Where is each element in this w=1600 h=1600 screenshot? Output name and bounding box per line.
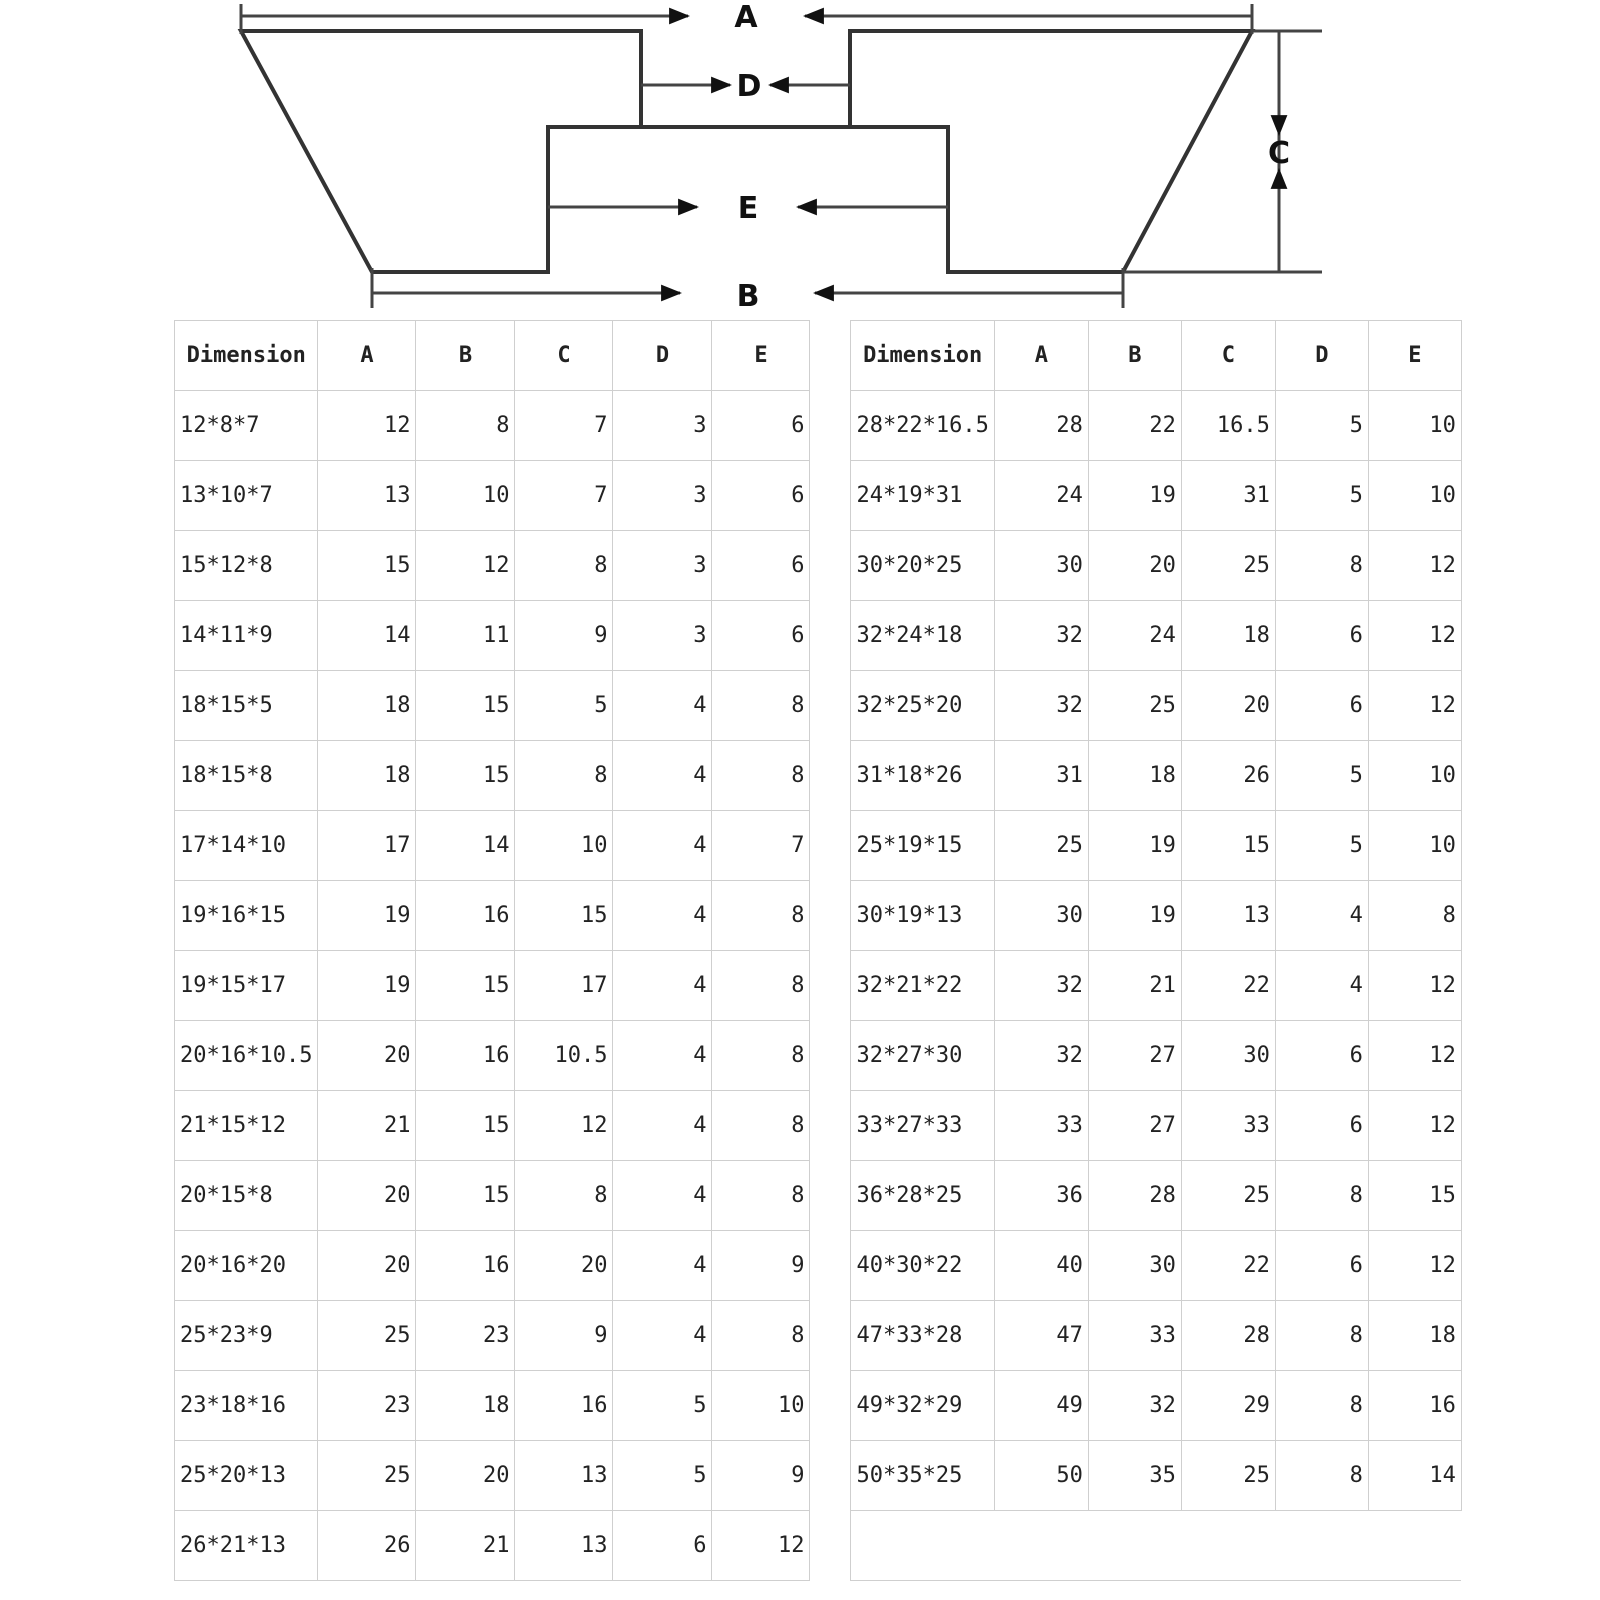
right-cell-b: 35 <box>1088 1441 1181 1511</box>
right-cell-c: 15 <box>1181 811 1275 881</box>
right-cell-d: 5 <box>1275 741 1368 811</box>
header-c-left: C <box>515 321 613 391</box>
right-empty-cell <box>1368 1511 1461 1581</box>
table-row <box>175 951 1462 1021</box>
dimension-label-d: D <box>736 69 762 104</box>
left-cell-d: 3 <box>613 461 712 531</box>
left-cell-dimension: 12*8*7 <box>175 391 318 461</box>
right-cell-dimension: 32*25*20 <box>851 671 994 741</box>
right-cell-b: 21 <box>1088 951 1181 1021</box>
left-cell-e: 8 <box>712 1161 810 1231</box>
left-cell-c: 13 <box>515 1511 613 1581</box>
right-cell-dimension: 47*33*28 <box>851 1301 994 1371</box>
left-cell-e: 10 <box>712 1371 810 1441</box>
table-row <box>175 1511 1462 1581</box>
left-cell-c: 5 <box>515 671 613 741</box>
right-cell-a: 32 <box>994 601 1088 671</box>
left-cell-dimension: 21*15*12 <box>175 1091 318 1161</box>
left-cell-e: 8 <box>712 1021 810 1091</box>
right-cell-a: 30 <box>994 881 1088 951</box>
header-dimension-right: Dimension <box>851 321 994 391</box>
left-cell-b: 16 <box>416 1231 515 1301</box>
left-cell-e: 7 <box>712 811 810 881</box>
right-cell-e: 12 <box>1368 951 1461 1021</box>
column-gap <box>810 671 851 741</box>
header-b-left: B <box>416 321 515 391</box>
left-cell-c: 8 <box>515 741 613 811</box>
left-cell-b: 15 <box>416 951 515 1021</box>
left-cell-b: 10 <box>416 461 515 531</box>
table-row <box>175 601 1462 671</box>
left-cell-dimension: 15*12*8 <box>175 531 318 601</box>
right-cell-a: 36 <box>994 1161 1088 1231</box>
left-cell-e: 6 <box>712 531 810 601</box>
column-gap <box>810 391 851 461</box>
left-cell-a: 26 <box>318 1511 416 1581</box>
left-cell-c: 9 <box>515 601 613 671</box>
left-cell-a: 17 <box>318 811 416 881</box>
left-cell-a: 14 <box>318 601 416 671</box>
right-cell-e: 16 <box>1368 1371 1461 1441</box>
table-row <box>175 461 1462 531</box>
right-cell-b: 22 <box>1088 391 1181 461</box>
table-row <box>175 1371 1462 1441</box>
right-cell-dimension: 25*19*15 <box>851 811 994 881</box>
right-cell-a: 32 <box>994 671 1088 741</box>
table-row <box>175 391 1462 461</box>
left-cell-c: 12 <box>515 1091 613 1161</box>
right-cell-c: 26 <box>1181 741 1275 811</box>
column-gap <box>810 461 851 531</box>
left-cell-a: 25 <box>318 1441 416 1511</box>
left-cell-e: 9 <box>712 1231 810 1301</box>
column-gap <box>810 811 851 881</box>
right-cell-b: 19 <box>1088 881 1181 951</box>
right-cell-c: 30 <box>1181 1021 1275 1091</box>
table-row <box>175 671 1462 741</box>
left-cell-d: 4 <box>613 1091 712 1161</box>
right-cell-c: 25 <box>1181 531 1275 601</box>
column-gap <box>810 1511 851 1581</box>
left-cell-b: 18 <box>416 1371 515 1441</box>
right-empty-cell <box>1088 1511 1181 1581</box>
grinding-wheel-cross-section-diagram <box>0 0 1600 318</box>
column-gap <box>810 1091 851 1161</box>
table-row <box>175 1231 1462 1301</box>
table-row <box>175 741 1462 811</box>
left-cell-b: 15 <box>416 741 515 811</box>
column-gap <box>810 1231 851 1301</box>
left-cell-d: 6 <box>613 1511 712 1581</box>
left-cell-dimension: 20*16*10.5 <box>175 1021 318 1091</box>
left-cell-b: 20 <box>416 1441 515 1511</box>
left-cell-dimension: 25*23*9 <box>175 1301 318 1371</box>
right-cell-a: 32 <box>994 1021 1088 1091</box>
header-b-right: B <box>1088 321 1181 391</box>
dimension-lines <box>241 4 1322 308</box>
right-cell-a: 33 <box>994 1091 1088 1161</box>
right-cell-e: 10 <box>1368 391 1461 461</box>
left-cell-c: 9 <box>515 1301 613 1371</box>
left-cell-dimension: 20*16*20 <box>175 1231 318 1301</box>
left-cell-dimension: 19*16*15 <box>175 881 318 951</box>
left-cell-dimension: 25*20*13 <box>175 1441 318 1511</box>
header-e-right: E <box>1368 321 1461 391</box>
right-cell-e: 15 <box>1368 1161 1461 1231</box>
left-cell-d: 3 <box>613 391 712 461</box>
right-empty-cell <box>1275 1511 1368 1581</box>
right-cell-dimension: 30*19*13 <box>851 881 994 951</box>
dimension-label-c: C <box>1267 136 1291 171</box>
left-cell-c: 20 <box>515 1231 613 1301</box>
right-cell-d: 6 <box>1275 1231 1368 1301</box>
left-cell-a: 18 <box>318 671 416 741</box>
header-d-left: D <box>613 321 712 391</box>
left-cell-dimension: 17*14*10 <box>175 811 318 881</box>
right-cell-dimension: 40*30*22 <box>851 1231 994 1301</box>
right-cell-b: 25 <box>1088 671 1181 741</box>
left-cell-c: 7 <box>515 461 613 531</box>
dimension-label-e: E <box>737 191 759 226</box>
right-cell-e: 12 <box>1368 531 1461 601</box>
left-cell-b: 15 <box>416 671 515 741</box>
column-gap <box>810 1021 851 1091</box>
left-cell-a: 20 <box>318 1231 416 1301</box>
left-cell-dimension: 23*18*16 <box>175 1371 318 1441</box>
left-cell-d: 3 <box>613 601 712 671</box>
left-cell-c: 10.5 <box>515 1021 613 1091</box>
left-cell-a: 12 <box>318 391 416 461</box>
right-cell-a: 30 <box>994 531 1088 601</box>
right-cell-b: 19 <box>1088 461 1181 531</box>
column-gap <box>810 951 851 1021</box>
right-cell-d: 5 <box>1275 391 1368 461</box>
dimension-label-a: A <box>734 0 758 35</box>
column-gap <box>810 1371 851 1441</box>
right-cell-e: 12 <box>1368 1231 1461 1301</box>
left-cell-e: 8 <box>712 1301 810 1371</box>
left-cell-b: 14 <box>416 811 515 881</box>
wheel-profile <box>241 31 1252 272</box>
left-cell-b: 15 <box>416 1091 515 1161</box>
dimension-spec-table <box>174 320 1462 1581</box>
left-cell-b: 15 <box>416 1161 515 1231</box>
table-row <box>175 1161 1462 1231</box>
right-cell-b: 19 <box>1088 811 1181 881</box>
right-cell-b: 24 <box>1088 601 1181 671</box>
left-cell-a: 20 <box>318 1021 416 1091</box>
left-cell-a: 19 <box>318 951 416 1021</box>
left-cell-b: 21 <box>416 1511 515 1581</box>
table-row <box>175 811 1462 881</box>
left-cell-d: 4 <box>613 951 712 1021</box>
left-cell-b: 8 <box>416 391 515 461</box>
right-cell-c: 33 <box>1181 1091 1275 1161</box>
left-cell-b: 16 <box>416 1021 515 1091</box>
left-cell-e: 8 <box>712 881 810 951</box>
right-cell-a: 31 <box>994 741 1088 811</box>
right-cell-a: 25 <box>994 811 1088 881</box>
left-cell-dimension: 18*15*8 <box>175 741 318 811</box>
left-cell-d: 4 <box>613 741 712 811</box>
left-cell-dimension: 14*11*9 <box>175 601 318 671</box>
left-cell-d: 5 <box>613 1441 712 1511</box>
right-cell-c: 16.5 <box>1181 391 1275 461</box>
left-cell-b: 23 <box>416 1301 515 1371</box>
table-row <box>175 1091 1462 1161</box>
left-cell-a: 23 <box>318 1371 416 1441</box>
right-cell-e: 12 <box>1368 1091 1461 1161</box>
table-header-row <box>175 321 1462 391</box>
right-cell-d: 8 <box>1275 1371 1368 1441</box>
right-cell-c: 22 <box>1181 951 1275 1021</box>
table-row <box>175 1301 1462 1371</box>
header-c-right: C <box>1181 321 1275 391</box>
right-cell-c: 18 <box>1181 601 1275 671</box>
right-cell-c: 22 <box>1181 1231 1275 1301</box>
left-cell-c: 15 <box>515 881 613 951</box>
left-cell-e: 8 <box>712 951 810 1021</box>
left-cell-e: 6 <box>712 461 810 531</box>
right-cell-b: 27 <box>1088 1091 1181 1161</box>
left-cell-dimension: 20*15*8 <box>175 1161 318 1231</box>
right-cell-dimension: 49*32*29 <box>851 1371 994 1441</box>
left-cell-a: 25 <box>318 1301 416 1371</box>
column-gap <box>810 741 851 811</box>
left-cell-e: 8 <box>712 1091 810 1161</box>
left-cell-e: 9 <box>712 1441 810 1511</box>
right-cell-a: 50 <box>994 1441 1088 1511</box>
left-cell-d: 4 <box>613 1231 712 1301</box>
right-cell-b: 33 <box>1088 1301 1181 1371</box>
column-gap <box>810 881 851 951</box>
left-cell-c: 8 <box>515 531 613 601</box>
right-cell-d: 5 <box>1275 811 1368 881</box>
left-cell-a: 13 <box>318 461 416 531</box>
column-gap <box>810 1301 851 1371</box>
right-cell-dimension: 33*27*33 <box>851 1091 994 1161</box>
left-cell-d: 4 <box>613 881 712 951</box>
right-cell-c: 25 <box>1181 1161 1275 1231</box>
right-cell-b: 32 <box>1088 1371 1181 1441</box>
right-cell-c: 25 <box>1181 1441 1275 1511</box>
header-d-right: D <box>1275 321 1368 391</box>
left-cell-c: 16 <box>515 1371 613 1441</box>
left-cell-e: 12 <box>712 1511 810 1581</box>
right-cell-a: 49 <box>994 1371 1088 1441</box>
right-cell-dimension: 32*27*30 <box>851 1021 994 1091</box>
right-cell-b: 18 <box>1088 741 1181 811</box>
header-dimension-left: Dimension <box>175 321 318 391</box>
right-cell-dimension: 50*35*25 <box>851 1441 994 1511</box>
right-cell-dimension: 36*28*25 <box>851 1161 994 1231</box>
left-cell-c: 8 <box>515 1161 613 1231</box>
dimension-label-b: B <box>736 279 760 314</box>
left-cell-c: 10 <box>515 811 613 881</box>
left-cell-e: 6 <box>712 391 810 461</box>
right-cell-dimension: 32*21*22 <box>851 951 994 1021</box>
header-e-left: E <box>712 321 810 391</box>
right-cell-a: 40 <box>994 1231 1088 1301</box>
right-cell-e: 18 <box>1368 1301 1461 1371</box>
right-cell-e: 10 <box>1368 811 1461 881</box>
left-cell-d: 4 <box>613 1301 712 1371</box>
left-cell-c: 7 <box>515 391 613 461</box>
table-row <box>175 531 1462 601</box>
left-cell-a: 21 <box>318 1091 416 1161</box>
left-cell-d: 5 <box>613 1371 712 1441</box>
right-cell-d: 6 <box>1275 1091 1368 1161</box>
right-cell-e: 8 <box>1368 881 1461 951</box>
right-cell-d: 6 <box>1275 1021 1368 1091</box>
left-cell-d: 4 <box>613 1021 712 1091</box>
right-cell-a: 24 <box>994 461 1088 531</box>
column-gap <box>810 321 851 391</box>
right-cell-c: 28 <box>1181 1301 1275 1371</box>
left-cell-dimension: 19*15*17 <box>175 951 318 1021</box>
header-a-left: A <box>318 321 416 391</box>
right-cell-d: 8 <box>1275 1301 1368 1371</box>
right-empty-cell <box>994 1511 1088 1581</box>
header-a-right: A <box>994 321 1088 391</box>
left-cell-e: 8 <box>712 671 810 741</box>
left-cell-b: 16 <box>416 881 515 951</box>
right-cell-d: 6 <box>1275 601 1368 671</box>
right-cell-d: 4 <box>1275 951 1368 1021</box>
right-cell-dimension: 24*19*31 <box>851 461 994 531</box>
left-cell-d: 4 <box>613 811 712 881</box>
left-cell-a: 20 <box>318 1161 416 1231</box>
right-cell-c: 13 <box>1181 881 1275 951</box>
table-row <box>175 1441 1462 1511</box>
right-empty-cell <box>1181 1511 1275 1581</box>
left-cell-b: 12 <box>416 531 515 601</box>
left-cell-dimension: 18*15*5 <box>175 671 318 741</box>
right-empty-cell <box>851 1511 994 1581</box>
left-cell-a: 15 <box>318 531 416 601</box>
right-cell-dimension: 32*24*18 <box>851 601 994 671</box>
right-cell-c: 29 <box>1181 1371 1275 1441</box>
right-cell-e: 10 <box>1368 461 1461 531</box>
left-cell-a: 19 <box>318 881 416 951</box>
left-cell-b: 11 <box>416 601 515 671</box>
right-cell-b: 27 <box>1088 1021 1181 1091</box>
right-cell-e: 12 <box>1368 671 1461 741</box>
left-cell-d: 4 <box>613 671 712 741</box>
right-cell-b: 20 <box>1088 531 1181 601</box>
table-row <box>175 1021 1462 1091</box>
column-gap <box>810 531 851 601</box>
table-row <box>175 881 1462 951</box>
column-gap <box>810 1441 851 1511</box>
right-cell-dimension: 28*22*16.5 <box>851 391 994 461</box>
column-gap <box>810 1161 851 1231</box>
left-cell-a: 18 <box>318 741 416 811</box>
right-cell-a: 32 <box>994 951 1088 1021</box>
right-cell-d: 5 <box>1275 461 1368 531</box>
right-cell-d: 8 <box>1275 531 1368 601</box>
right-cell-b: 28 <box>1088 1161 1181 1231</box>
left-cell-c: 13 <box>515 1441 613 1511</box>
right-cell-a: 47 <box>994 1301 1088 1371</box>
column-gap <box>810 601 851 671</box>
right-cell-c: 20 <box>1181 671 1275 741</box>
right-cell-d: 8 <box>1275 1441 1368 1511</box>
right-cell-e: 12 <box>1368 601 1461 671</box>
right-cell-e: 12 <box>1368 1021 1461 1091</box>
right-cell-e: 14 <box>1368 1441 1461 1511</box>
left-cell-e: 6 <box>712 601 810 671</box>
left-cell-d: 3 <box>613 531 712 601</box>
right-cell-a: 28 <box>994 391 1088 461</box>
right-cell-dimension: 30*20*25 <box>851 531 994 601</box>
right-cell-c: 31 <box>1181 461 1275 531</box>
right-cell-d: 4 <box>1275 881 1368 951</box>
right-cell-d: 8 <box>1275 1161 1368 1231</box>
right-cell-e: 10 <box>1368 741 1461 811</box>
left-cell-d: 4 <box>613 1161 712 1231</box>
left-cell-c: 17 <box>515 951 613 1021</box>
left-cell-dimension: 26*21*13 <box>175 1511 318 1581</box>
right-cell-b: 30 <box>1088 1231 1181 1301</box>
right-cell-d: 6 <box>1275 671 1368 741</box>
left-cell-e: 8 <box>712 741 810 811</box>
left-cell-dimension: 13*10*7 <box>175 461 318 531</box>
right-cell-dimension: 31*18*26 <box>851 741 994 811</box>
